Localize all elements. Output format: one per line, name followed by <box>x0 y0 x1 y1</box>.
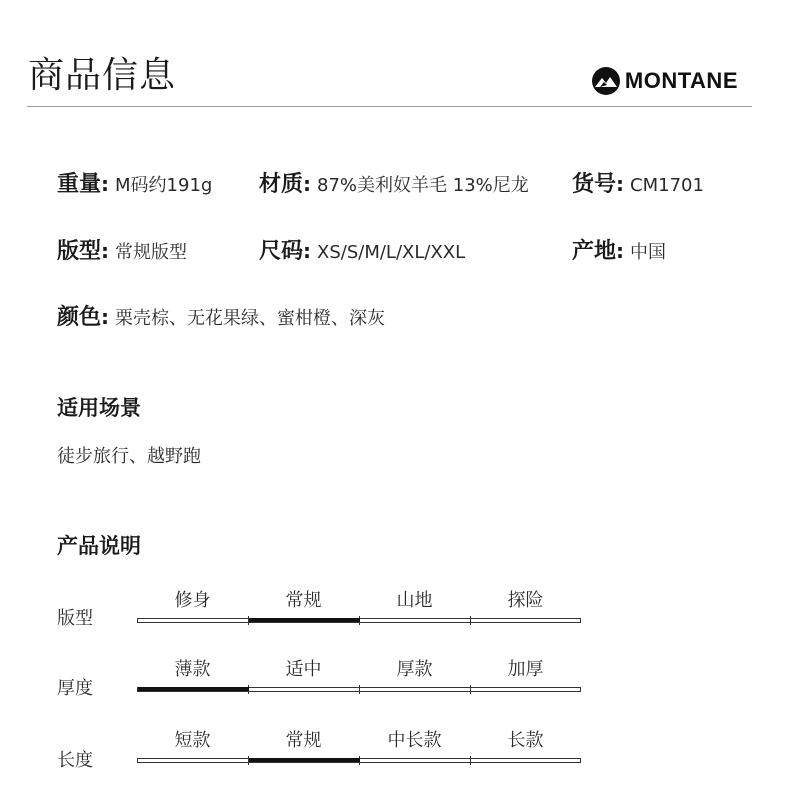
spec-origin-colon: : <box>616 239 625 263</box>
scale-option: 中长款 <box>387 730 442 751</box>
spec-color-colon: : <box>101 305 110 329</box>
montane-logo-icon <box>591 66 621 96</box>
header-divider <box>27 106 752 107</box>
scale-label-length: 长度 <box>57 750 93 771</box>
spec-fit <box>57 234 187 265</box>
scale-tick <box>359 685 360 694</box>
scale-option: 山地 <box>396 590 433 611</box>
spec-color <box>57 300 385 331</box>
spec-material-label: 材质 <box>259 172 304 197</box>
scale-option: 适中 <box>285 659 322 680</box>
scale-label-thickness: 厚度 <box>57 678 93 699</box>
scale-option: 常规 <box>285 590 322 611</box>
spec-origin-label: 产地 <box>572 239 617 264</box>
spec-sku-label: 货号 <box>572 172 617 197</box>
spec-weight-label: 重量 <box>57 172 102 197</box>
spec-size-colon: : <box>303 239 312 263</box>
spec-origin <box>572 234 666 265</box>
scale-thickness <box>137 656 581 692</box>
scale-option: 长款 <box>507 730 544 751</box>
scenario-text: 徒步旅行、越野跑 <box>57 446 201 467</box>
scale-option: 修身 <box>174 590 211 611</box>
scale-selected-segment <box>249 618 360 622</box>
spec-sku-value: CM1701 <box>630 175 704 196</box>
spec-material-colon: : <box>303 172 312 196</box>
scale-option: 厚款 <box>396 659 433 680</box>
scale-tick <box>470 756 471 765</box>
scale-option: 加厚 <box>507 659 544 680</box>
spec-weight-colon: : <box>101 172 110 196</box>
spec-sku-colon: : <box>616 172 625 196</box>
spec-material-value: 87%美利奴羊毛 13%尼龙 <box>317 175 529 196</box>
spec-fit-label: 版型 <box>57 239 102 264</box>
scale-selected-segment <box>138 687 249 691</box>
spec-size-value: XS/S/M/L/XL/XXL <box>317 242 466 263</box>
description-title: 产品说明 <box>57 534 141 558</box>
spec-weight-value: M码约191g <box>115 175 213 196</box>
scale-tick <box>470 616 471 625</box>
spec-origin-value: 中国 <box>630 242 667 263</box>
spec-size <box>259 234 465 265</box>
spec-color-label: 颜色 <box>57 305 102 330</box>
scale-option: 短款 <box>174 730 211 751</box>
scale-option: 常规 <box>285 730 322 751</box>
page-title: 商品信息 <box>28 55 177 96</box>
scenario-title: 适用场景 <box>57 396 141 420</box>
scale-track <box>137 758 581 763</box>
spec-weight <box>57 167 212 198</box>
spec-size-label: 尺码 <box>259 239 304 264</box>
scale-tick <box>470 685 471 694</box>
scale-fit <box>137 587 581 623</box>
spec-color-value: 栗壳棕、无花果绿、蜜柑橙、深灰 <box>115 308 386 329</box>
brand <box>591 66 738 96</box>
brand-name: MONTANE <box>624 68 738 93</box>
spec-sku <box>572 167 704 198</box>
scale-label-fit: 版型 <box>57 608 93 629</box>
spec-fit-colon: : <box>101 239 110 263</box>
scale-track <box>137 687 581 692</box>
scale-selected-segment <box>249 758 360 762</box>
spec-material <box>259 167 529 198</box>
scale-length <box>137 727 581 763</box>
scale-track <box>137 618 581 623</box>
spec-fit-value: 常规版型 <box>115 242 188 263</box>
scale-option: 探险 <box>507 590 544 611</box>
scale-option: 薄款 <box>174 659 211 680</box>
